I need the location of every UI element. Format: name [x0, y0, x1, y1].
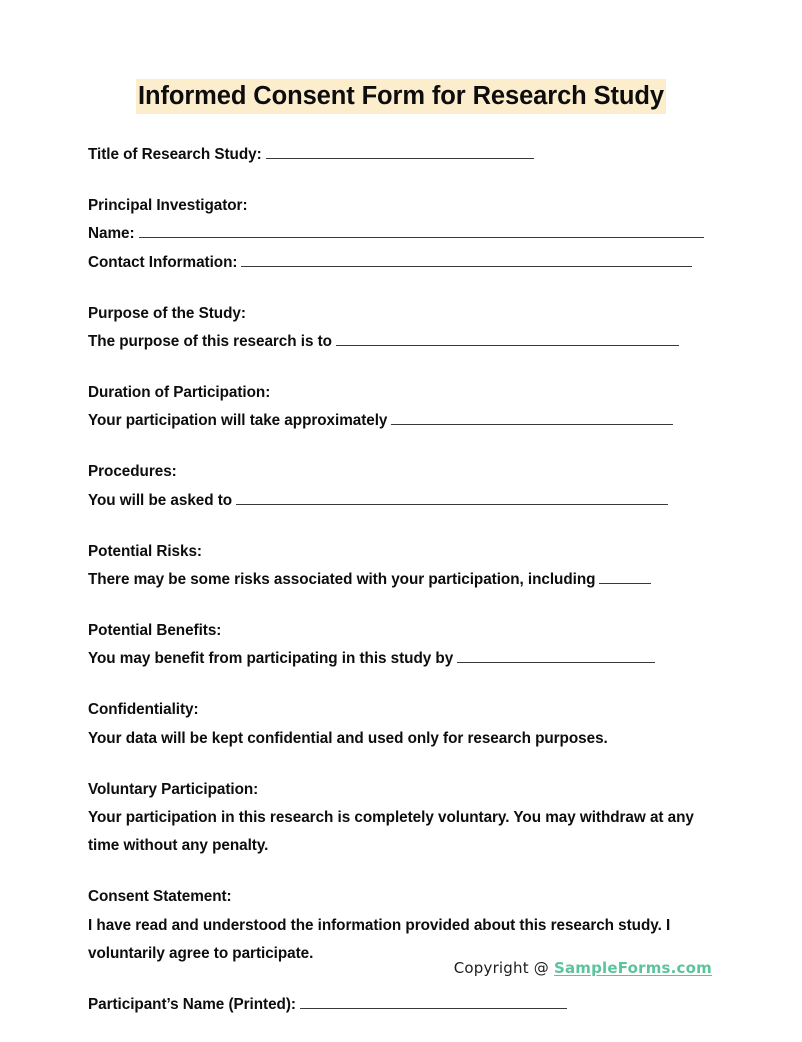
body-text-voluntary-participation: Your participation in this research is completely voluntary. You may withdraw at any time without any penalty. — [88, 808, 694, 855]
field-label-name: Name: — [88, 225, 135, 243]
heading-label-duration-of-participation: Duration of Participation: — [88, 383, 271, 401]
heading-label-confidentiality: Confidentiality: — [88, 701, 199, 719]
heading-label-potential-benefits: Potential Benefits: — [88, 621, 222, 639]
blank-field-purpose[interactable] — [336, 334, 679, 346]
field-label-purpose: The purpose of this research is to — [88, 333, 332, 351]
heading-label-procedures: Procedures: — [88, 463, 177, 481]
field-row-procedures — [88, 487, 728, 515]
copyright-text: Copyright @ — [453, 959, 549, 977]
heading-label-potential-risks: Potential Risks: — [88, 542, 202, 560]
section-voluntary-participation — [88, 776, 728, 861]
section-principal-investigator — [88, 192, 728, 277]
section-purpose-of-the-study — [88, 300, 728, 357]
form-body — [88, 141, 728, 1042]
section-title-of-research-study — [88, 141, 728, 169]
section-consent-statement — [88, 883, 728, 968]
field-row-participant-name — [88, 991, 728, 1019]
footer — [0, 959, 712, 977]
heading-principal-investigator — [88, 192, 728, 220]
field-row-potential-risks — [88, 566, 728, 594]
blank-field-name[interactable] — [139, 226, 704, 238]
page-title: Informed Consent Form for Research Study — [136, 79, 666, 114]
section-procedures — [88, 458, 728, 515]
blank-field-contact-information[interactable] — [241, 255, 692, 267]
heading-purpose-of-the-study — [88, 300, 728, 328]
text-voluntary-participation — [88, 804, 728, 861]
heading-voluntary-participation — [88, 776, 728, 804]
heading-label-purpose-of-the-study: Purpose of the Study: — [88, 304, 246, 322]
field-label-potential-risks: There may be some risks associated with your participation, including — [88, 570, 596, 588]
blank-field-potential-benefits[interactable] — [457, 651, 655, 663]
blank-field-duration[interactable] — [391, 413, 673, 425]
sampleforms-link[interactable]: SampleForms.com — [553, 959, 712, 977]
page-title-container — [0, 78, 802, 115]
field-label-title-of-research-study: Title of Research Study: — [88, 146, 262, 163]
section-potential-benefits — [88, 617, 728, 674]
blank-field-title-of-research-study[interactable] — [266, 147, 534, 159]
body-text-confidentiality: Your data will be kept confidential and used only for research purposes. — [88, 729, 608, 747]
body-text-consent-statement: I have read and understood the information provided about this research study. I voluntarily agree to participate. — [88, 916, 671, 963]
blank-field-potential-risks[interactable] — [599, 572, 651, 584]
heading-label-voluntary-participation: Voluntary Participation: — [88, 780, 259, 798]
heading-duration-of-participation — [88, 379, 728, 407]
field-row-contact-information — [88, 249, 728, 277]
field-row-name — [88, 220, 728, 248]
section-confidentiality — [88, 696, 728, 753]
field-row-potential-benefits — [88, 645, 728, 673]
field-label-participant-name: Participant’s Name (Printed): — [88, 995, 296, 1013]
heading-consent-statement — [88, 883, 728, 911]
field-row-title-of-research-study — [88, 141, 728, 169]
section-participant-name — [88, 991, 728, 1019]
field-label-procedures: You will be asked to — [88, 491, 233, 509]
heading-label-consent-statement: Consent Statement: — [88, 888, 232, 906]
heading-procedures — [88, 458, 728, 486]
text-confidentiality — [88, 725, 728, 753]
blank-field-procedures[interactable] — [236, 493, 668, 505]
section-duration-of-participation — [88, 379, 728, 436]
field-label-contact-information: Contact Information: — [88, 253, 238, 271]
field-row-purpose — [88, 328, 728, 356]
field-label-potential-benefits: You may benefit from participating in this study by — [88, 650, 454, 668]
field-row-duration — [88, 407, 728, 435]
field-label-duration: Your participation will take approximately — [88, 412, 388, 430]
heading-potential-benefits — [88, 617, 728, 645]
section-potential-risks — [88, 538, 728, 595]
heading-potential-risks — [88, 538, 728, 566]
heading-label-principal-investigator: Principal Investigator: — [88, 196, 248, 214]
blank-field-participant-name[interactable] — [300, 997, 567, 1009]
heading-confidentiality — [88, 696, 728, 724]
